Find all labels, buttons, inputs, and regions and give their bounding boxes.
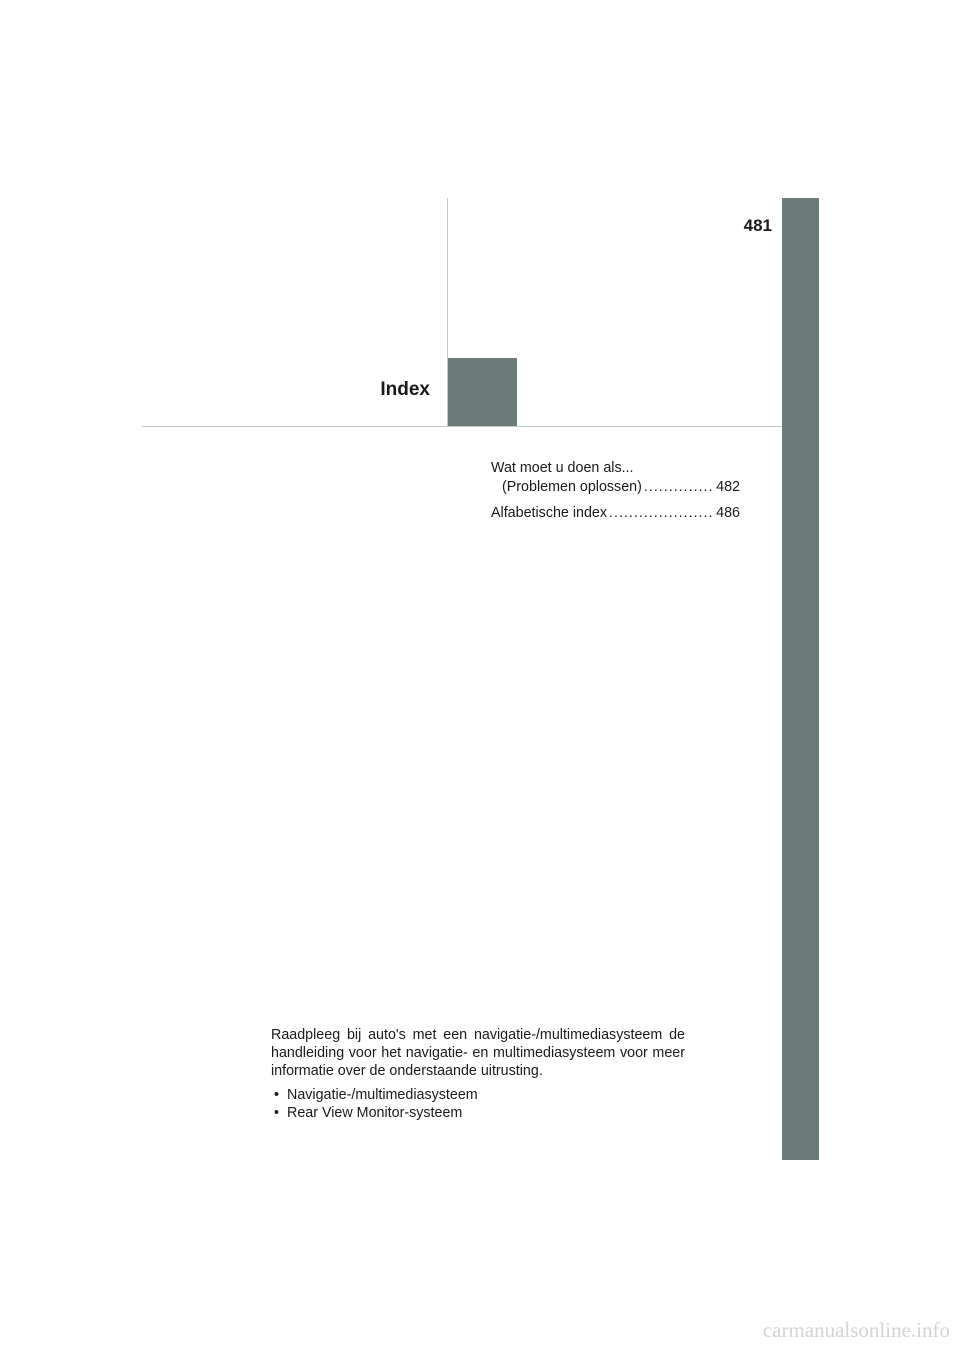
toc-entry-subtitle (491, 478, 740, 497)
toc-entry-title-text: Wat moet u doen als... (491, 460, 634, 476)
toc-entry-title (491, 459, 740, 478)
toc-page-number: 486 (716, 505, 740, 521)
list-item (271, 1104, 685, 1122)
toc-page-number: 482 (716, 479, 740, 495)
navigation-note (271, 1026, 685, 1122)
list-item-text: Navigatie-/multimediasysteem (287, 1087, 478, 1103)
list-item (271, 1086, 685, 1104)
chapter-side-tab (782, 198, 819, 1160)
toc-entry-title (491, 504, 740, 523)
page-number: 481 (743, 216, 772, 235)
toc-entry-alphabetical-index[interactable] (491, 504, 740, 523)
watermark: carmanualsonline.info (762, 1318, 950, 1342)
note-text: Raadpleeg bij auto's met een navigatie-/multimediasysteem de handleiding voor het navigatie- en multimediasysteem voor meer informatie over de onderstaande uitrusting. (271, 1027, 685, 1079)
toc-leader-dots (609, 504, 714, 523)
table-of-contents (491, 459, 740, 530)
bullet-icon: • (274, 1087, 280, 1103)
list-item-text: Rear View Monitor-systeem (287, 1105, 463, 1121)
toc-entry-troubleshooting[interactable] (491, 459, 740, 497)
bullet-icon: • (274, 1105, 280, 1121)
section-title-block (448, 358, 517, 426)
section-title: Index (380, 379, 430, 400)
toc-leader-dots (644, 478, 714, 497)
horizontal-rule (142, 426, 782, 427)
note-list (271, 1086, 685, 1122)
toc-entry-subtitle-text: (Problemen oplossen) (502, 479, 642, 495)
toc-entry-title-text: Alfabetische index (491, 505, 608, 521)
